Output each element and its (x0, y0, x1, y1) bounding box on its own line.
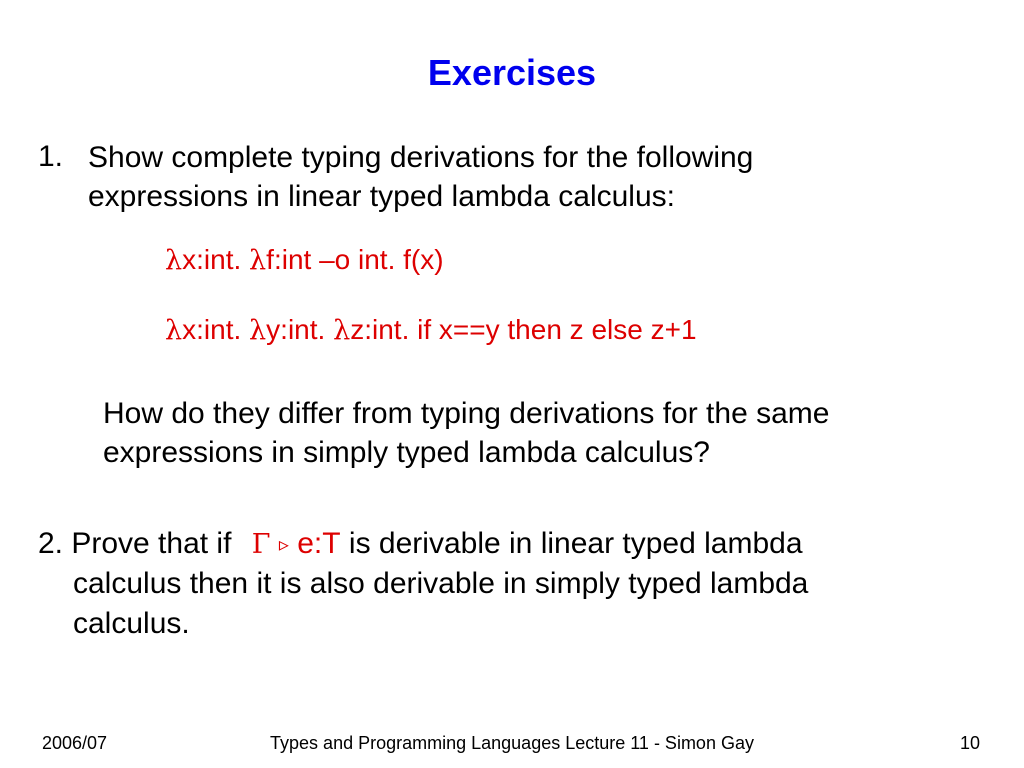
item-2-line-1 (38, 526, 803, 563)
slide-title: Exercises (427, 52, 597, 93)
expression-2 (165, 314, 697, 346)
footer-course: Types and Programming Languages Lecture 11 - Simon Gay (270, 733, 754, 753)
item-1-text-line-2: expressions in linear typed lambda calculus: (88, 180, 675, 213)
judgment-text: e:T (288, 527, 341, 560)
item-2-prefix: 2. Prove that if (38, 527, 240, 560)
expression-1-part-2: f:int –o int. f(x) (266, 244, 444, 275)
lambda-symbol: λ (249, 315, 267, 346)
lambda-symbol: λ (165, 245, 183, 276)
lambda-symbol: λ (165, 315, 183, 346)
question-line-1: How do they differ from typing derivations for the same (103, 397, 830, 430)
gamma-symbol: Γ (251, 529, 271, 560)
turnstile-triangle-icon: ▹ (278, 534, 289, 556)
lambda-symbol: λ (333, 315, 351, 346)
footer-page-number: 10 (959, 733, 980, 753)
item-1-number: 1. (38, 140, 64, 173)
item-2-line-3: calculus. (73, 607, 190, 640)
item-1-text-line-1: Show complete typing derivations for the following (88, 141, 754, 174)
expression-2-part-1: x:int. (182, 314, 250, 345)
item-2-line-2: calculus then it is also derivable in simply typed lambda (73, 567, 809, 600)
expression-1-part-1: x:int. (182, 244, 250, 275)
expression-2-part-2: y:int. (266, 314, 334, 345)
item-2-suffix: is derivable in linear typed lambda (340, 527, 803, 560)
typing-judgment (252, 526, 341, 563)
expression-1 (165, 244, 444, 276)
lambda-symbol: λ (249, 245, 267, 276)
question-line-2: expressions in simply typed lambda calculus? (103, 436, 710, 469)
footer-date: 2006/07 (42, 733, 108, 753)
expression-2-part-3: z:int. if x==y then z else z+1 (350, 314, 697, 345)
